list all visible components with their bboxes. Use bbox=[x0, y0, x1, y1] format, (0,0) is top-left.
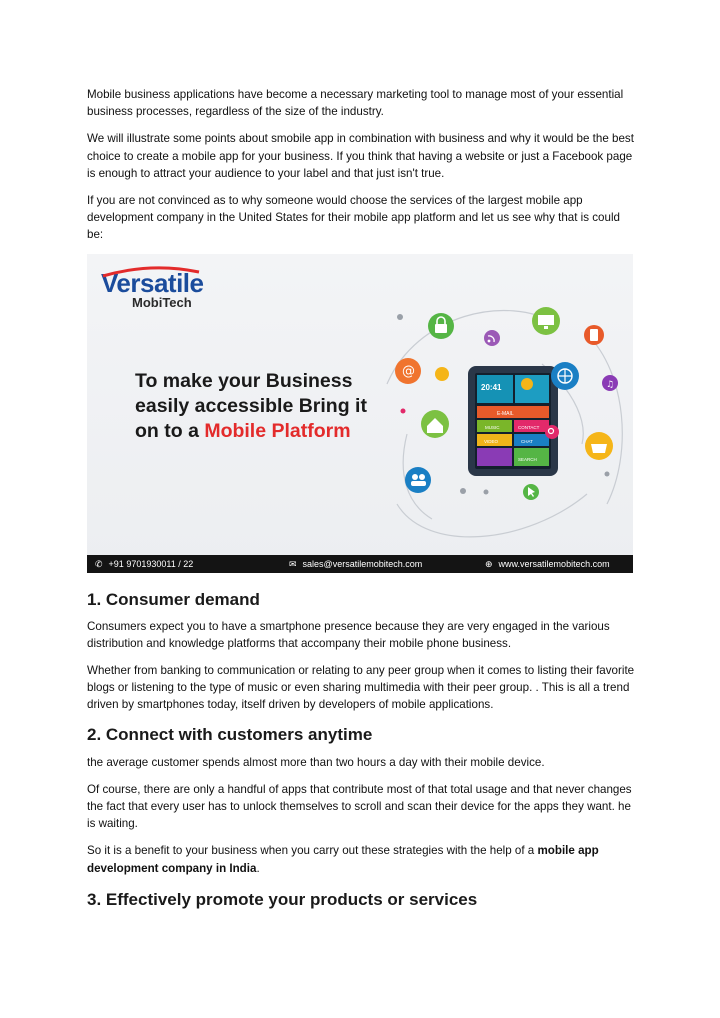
section-2-p3-suffix: . bbox=[256, 861, 260, 875]
tile-video: VIDEO bbox=[484, 438, 499, 444]
rss-icon bbox=[484, 330, 500, 346]
banner-contact-bar bbox=[87, 555, 633, 573]
tile-music: MUSIC bbox=[485, 424, 500, 430]
section-1-paragraph-2: Whether from banking to communication or relating to any peer group when it comes to listing their favorite blogs or listening to the type of music or even sharing multimedia with their peer group. . This is all a trend driven by smartphones today, itself driven by developers of mobile applications. bbox=[87, 664, 635, 712]
section-2-paragraph-1: the average customer spends almost more than two hours a day with their mobile device. bbox=[87, 755, 545, 769]
section-2-heading: 2. Connect with customers anytime bbox=[87, 724, 373, 744]
tile-contact: CONTACT bbox=[518, 424, 540, 430]
globe-small-icon: ⊕ bbox=[485, 558, 493, 569]
footer-phone bbox=[95, 555, 193, 573]
footer-email-text: sales@versatilemobitech.com bbox=[302, 558, 423, 569]
lock-icon bbox=[428, 313, 454, 339]
mobile-icon bbox=[584, 325, 604, 345]
versatile-mobitech-logo bbox=[101, 267, 204, 310]
intro-paragraph-2: We will illustrate some points about smobile app in combination with business and why it would be the best choice to create a mobile app for your business. If you think that having a website or just a Facebook page is enough to attract your audience to your label and that just isn't true. bbox=[87, 132, 634, 180]
document-body bbox=[87, 86, 635, 911]
intro-paragraph-1: Mobile business applications have become a necessary marketing tool to manage most of your essential business processes, regardless of the size of the industry. bbox=[87, 88, 624, 119]
footer-website bbox=[485, 555, 610, 573]
section-1-paragraph-1: Consumers expect you to have a smartphone presence because they are very engaged in the various distribution and knowledge platforms that accompany their mobile phone business. bbox=[87, 619, 610, 650]
tile-search: SEARCH bbox=[518, 456, 537, 462]
phone-icon: ✆ bbox=[95, 558, 103, 569]
users-icon bbox=[405, 467, 431, 493]
tile-email: E-MAIL bbox=[497, 410, 514, 417]
svg-text:@: @ bbox=[402, 363, 415, 379]
chat-bubble-icon bbox=[435, 367, 449, 381]
footer-phone-text: +91 9701930011 / 22 bbox=[108, 558, 194, 569]
section-3-heading: 3. Effectively promote your products or services bbox=[87, 889, 478, 909]
envelope-icon: ✉ bbox=[289, 558, 297, 569]
section-2-p3-bold: mobile app development company in India bbox=[87, 844, 599, 875]
logo-swoosh bbox=[101, 264, 201, 278]
tagline-line-3-prefix: on to a bbox=[135, 419, 205, 442]
globe-icon bbox=[551, 362, 579, 390]
shopping-basket-icon bbox=[585, 432, 613, 460]
footer-website-text: www.versatilemobitech.com bbox=[498, 558, 610, 569]
swirl-line-3 bbox=[587, 334, 622, 504]
at-email-icon bbox=[395, 358, 421, 384]
logo-sub-text: MobiTech bbox=[132, 294, 192, 310]
swirl-line-2 bbox=[397, 494, 587, 537]
home-icon bbox=[421, 410, 449, 438]
tagline-accent: Mobile Platform bbox=[204, 419, 351, 442]
tagline-line-1: To make your Business bbox=[135, 369, 353, 392]
tagline-line-3 bbox=[135, 419, 395, 444]
cursor-arrow-icon bbox=[523, 484, 539, 500]
music-note-icon bbox=[602, 375, 618, 391]
section-1-heading: 1. Consumer demand bbox=[87, 589, 260, 609]
section-2-p3-prefix: So it is a benefit to your business when you carry out these strategies with the help of a bbox=[87, 844, 538, 858]
banner-tagline bbox=[135, 369, 395, 444]
footer-email bbox=[289, 555, 422, 573]
section-2-paragraph-3 bbox=[87, 842, 635, 876]
search-magnifier-icon bbox=[545, 425, 559, 439]
phone-illustration bbox=[468, 366, 558, 476]
intro-paragraph-3: If you are not convinced as to why someone would choose the services of the largest mobile app development company in the United States for their mobile app platform and let us see why that is could be: bbox=[87, 194, 620, 242]
logo-main-text: Versatile bbox=[101, 267, 204, 298]
svg-text:♫: ♫ bbox=[606, 379, 615, 390]
tagline-line-2: easily accessible Bring it bbox=[135, 394, 367, 417]
tile-chat: CHAT bbox=[521, 438, 533, 444]
phone-time: 20:41 bbox=[481, 382, 502, 392]
monitor-icon bbox=[532, 307, 560, 335]
section-2-paragraph-2: Of course, there are only a handful of apps that contribute most of that total usage and that never changes the fact that every user has to unlock themselves to scroll and scan their device for the apps they want. he is waiting. bbox=[87, 782, 632, 831]
promo-banner-image bbox=[87, 254, 633, 573]
